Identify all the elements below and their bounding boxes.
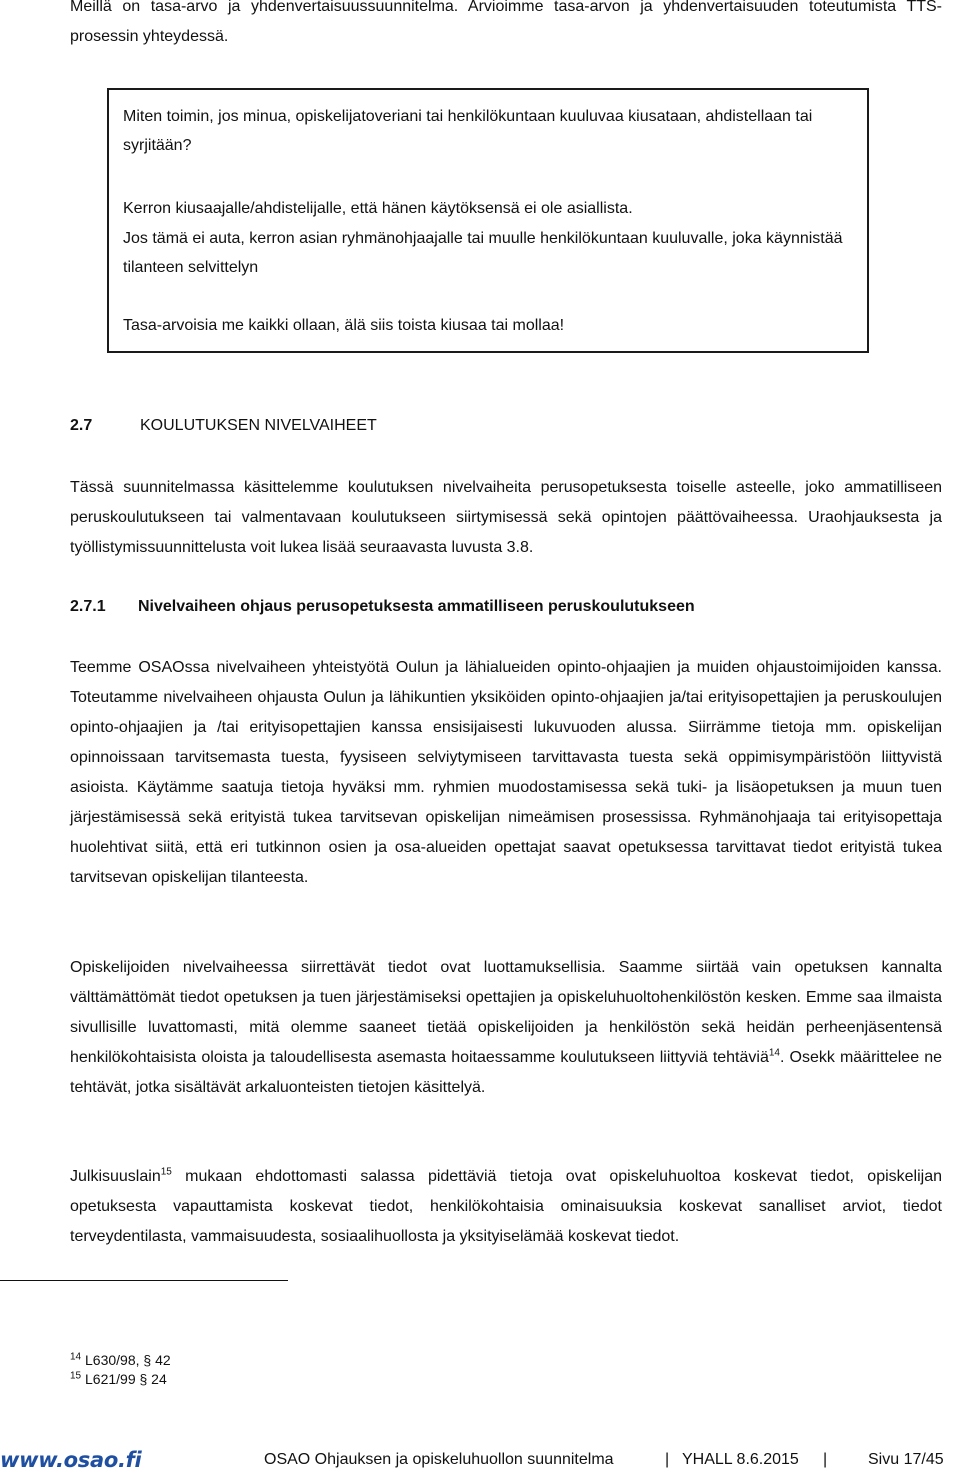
section-heading-2-7 bbox=[70, 414, 377, 438]
section-2-7-paragraph: Tässä suunnitelmassa käsittelemme koulutuksen nivelvaiheita perusopetuksesta toiselle asteelle, joko ammatilliseen peruskoulutukseen tai valmentavaan koulutukseen siirtymisessä sekä opintojen päättövaiheessa. Uraohjauksesta ja työllistymissuunnittelusta voit lukea lisää seuraavasta luvusta 3.8. bbox=[70, 479, 942, 556]
footer-org-date: YHALL 8.6.2015 bbox=[682, 1451, 799, 1468]
subsection-title: Nivelvaiheen ohjaus perusopetuksesta ammatilliseen peruskoulutukseen bbox=[138, 598, 695, 615]
footer-separator: | bbox=[823, 1451, 828, 1468]
section-heading-2-7-1 bbox=[70, 595, 695, 619]
intro-paragraph: Meillä on tasa-arvo ja yhdenvertaisuussuunnitelma. Arvioimme tasa-arvon ja yhdenvertaisuuden toteutumista TTS-prosessin yhteydessä. bbox=[70, 0, 942, 45]
website-link[interactable]: www.osao.fi bbox=[0, 1448, 142, 1472]
footnote-number: 15 bbox=[70, 1370, 82, 1382]
footnote-14 bbox=[70, 1350, 171, 1370]
box-slogan: Tasa-arvoisia me kaikki ollaan, älä siis toista kiusaa tai mollaa! bbox=[123, 317, 565, 334]
footnote-separator bbox=[0, 1280, 288, 1281]
section-2-7-1-paragraph-3 bbox=[70, 1162, 942, 1252]
section-2-7-1-paragraph-1: Teemme OSAOssa nivelvaiheen yhteistyötä Oulun ja lähialueiden opinto-ohjaajien ja muiden ohjaustoimijoiden kanssa. Toteutamme nivelvaiheen ohjausta Oulun ja lähikuntien yksiköiden opinto-ohjaajien ja/tai erityisopettajien ja peruskoulujen opinto-ohjaajien ja /tai erityisopettajien kanssa ensisijaisesti lukuvuoden alussa. Siirrämme tietoja mm. opiskelijan opinnoissaan tarvitsemasta tuesta, fyysiseen selviytymiseen tarvittavasta tuesta sekä oppimisympäristöön liittyvistä asioista. Käytämme saatuja tietoja hyväksi mm. ryhmien muodostamisessa sekä tuki- ja lisäopetuksen ja muun tuen järjestämisessä sekä erityistä tukea tarvitsevan opiskelijan nimeämisen prosessissa. Ryhmänohjaaja tai erityisopettaja huolehtivat siitä, että eri tutkinnon osien ja osa-alueiden opettajat saavat opetuksessa tarvittavat tiedot erityistä tukea tarvitsevan opiskelijan tilanteesta. bbox=[70, 659, 942, 886]
footnote-text: L630/98, § 42 bbox=[81, 1352, 171, 1368]
footer-document-title: OSAO Ohjauksen ja opiskeluhuollon suunnitelma bbox=[264, 1451, 614, 1468]
footnote-ref-15[interactable]: 15 bbox=[160, 1166, 172, 1178]
paragraph-2-text-end: . Osekk määrittelee ne tehtävät, jotka sisältävät arkaluonteisten tietojen käsittelyä. bbox=[70, 1049, 942, 1096]
bullying-info-box bbox=[107, 88, 869, 353]
box-question: Miten toimin, jos minua, opiskelijatoveriani tai henkilökuntaan kuuluvaa kiusataan, ahdistellaan tai syrjitään? bbox=[123, 108, 813, 154]
footer-page-number: Sivu 17/45 bbox=[868, 1451, 944, 1468]
box-answer-line-1: Kerron kiusaajalle/ahdistelijalle, että hänen käytöksensä ei ole asiallista. bbox=[123, 200, 633, 217]
paragraph-2-text: Opiskelijoiden nivelvaiheessa siirrettävät tiedot ovat luottamuksellisia. Saamme siirtää vain opetuksen kannalta välttämättömät tiedot opetuksen ja tuen järjestämiseksi opettajien ja opiskeluhuoltohenkilöstön kesken. Emme saa ilmaista sivullisille luvattomasti, mitä olemme saaneet tietää opiskelijoiden ja henkilöstön sekä heidän perheenjäsentensä henkilökohtaisista oloista ja taloudellisesta asemasta hoitaessamme koulutukseen liittyviä tehtäviä bbox=[70, 959, 942, 1066]
subsection-number: 2.7.1 bbox=[70, 598, 106, 615]
section-2-7-1-paragraph-2 bbox=[70, 953, 942, 1103]
box-answer-line-2: Jos tämä ei auta, kerron asian ryhmänohjaajalle tai muulle henkilökuntaan kuuluvalle, joka käynnistää tilanteen selvittelyn bbox=[123, 230, 843, 276]
footnote-text: L621/99 § 24 bbox=[81, 1371, 167, 1387]
footnote-15 bbox=[70, 1369, 167, 1389]
section-title: KOULUTUKSEN NIVELVAIHEET bbox=[140, 417, 377, 434]
section-number: 2.7 bbox=[70, 417, 93, 434]
footer-separator: | bbox=[665, 1451, 670, 1468]
footnote-number: 14 bbox=[70, 1351, 82, 1363]
paragraph-3-text: Julkisuuslain bbox=[70, 1168, 161, 1185]
page-footer bbox=[0, 1445, 960, 1475]
footnote-ref-14[interactable]: 14 bbox=[768, 1047, 780, 1059]
paragraph-3-text-end: mukaan ehdottomasti salassa pidettäviä tietoja ovat opiskeluhuoltoa koskevat tiedot, opiskelijan opetuksesta vapauttamista koskevat tiedot, henkilökohtaisia ominaisuuksia koskevat sanalliset arviot, tiedot terveydentilasta, vammaisuudesta, sosiaalihuollosta ja yksityiselämää koskevat tiedot. bbox=[70, 1168, 942, 1245]
